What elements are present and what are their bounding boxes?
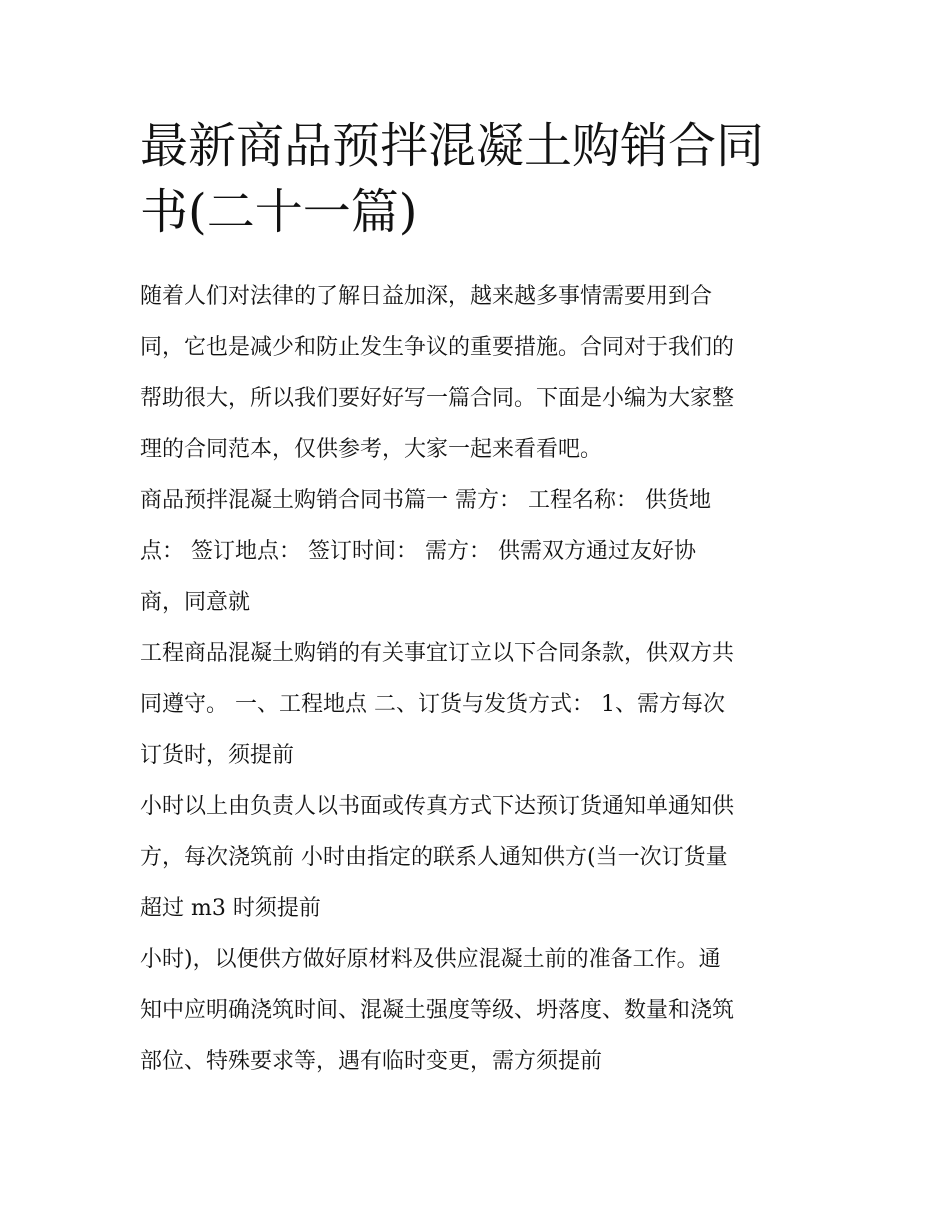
- paragraph-line: 理的合同范本，仅供参考，大家一起来看看吧。: [140, 437, 603, 462]
- paragraph-line: 部位、特殊要求等，遇有临时变更，需方须提前: [140, 1049, 603, 1074]
- paragraph-order-notice: [140, 781, 812, 934]
- paragraph-line: 工程商品混凝土购销的有关事宜订立以下合同条款，供双方共: [140, 641, 735, 666]
- paragraph-line: 方，每次浇筑前 小时由指定的联系人通知供方(当一次订货量: [140, 845, 728, 870]
- document-body: [140, 271, 812, 1087]
- paragraph-line: 点： 签订地点： 签订时间： 需方： 供需双方通过友好协: [140, 539, 696, 564]
- paragraph-line: 同，它也是减少和防止发生争议的重要措施。合同对于我们的: [140, 335, 735, 360]
- paragraph-intro: [140, 271, 812, 475]
- paragraph-line: 随着人们对法律的了解日益加深，越来越多事情需要用到合: [140, 284, 713, 309]
- title-line-2: 书(二十一篇): [140, 184, 418, 240]
- paragraph-contract-header: [140, 475, 812, 628]
- paragraph-line: 超过 m3 时须提前: [140, 896, 321, 921]
- paragraph-line: 商，同意就: [140, 590, 251, 615]
- paragraph-line: 小时)，以便供方做好原材料及供应混凝土前的准备工作。通: [140, 947, 721, 972]
- paragraph-line: 知中应明确浇筑时间、混凝土强度等级、坍落度、数量和浇筑: [140, 998, 735, 1023]
- paragraph-line: 小时以上由负责人以书面或传真方式下达预订货通知单通知供: [140, 794, 735, 819]
- paragraph-line: 订货时，须提前: [140, 743, 295, 768]
- paragraph-preparation: [140, 934, 812, 1087]
- paragraph-line: 同遵守。 一、工程地点 二、订货与发货方式： 1、需方每次: [140, 692, 725, 717]
- paragraph-line: 商品预拌混凝土购销合同书篇一 需方： 工程名称： 供货地: [140, 488, 711, 513]
- paragraph-line: 帮助很大，所以我们要好好写一篇合同。下面是小编为大家整: [140, 386, 735, 411]
- document-content: [140, 113, 812, 1087]
- paragraph-terms: [140, 628, 812, 781]
- title-line-1: 最新商品预拌混凝土购销合同: [140, 118, 765, 174]
- document-title: [140, 113, 812, 245]
